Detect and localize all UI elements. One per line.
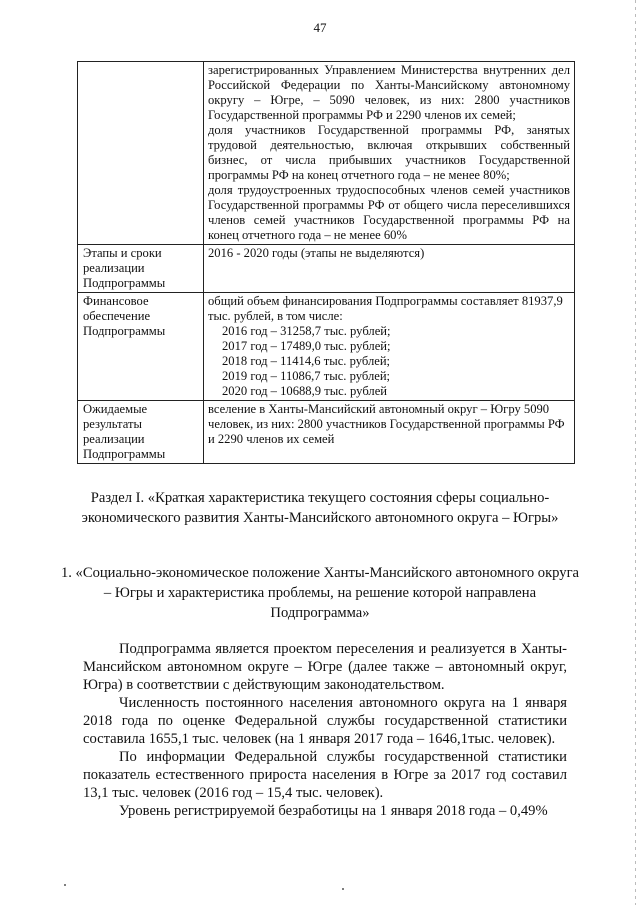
table-value-cell [204,62,575,245]
scan-speck [342,888,344,890]
stages-label: Этапы и сроки реализации Подпрограммы [78,245,204,293]
table-label-cell-empty [78,62,204,245]
finance-year-line: 2018 год – 11414,6 тыс. рублей; [222,354,391,368]
paragraph: Численность постоянного населения автономного округа на 1 января 2018 года по оценке Федеральной службы государственной статистики составила 1655,1 тыс. человек (на 1 января 2017 года – 1646,1тыс. человек). [83,695,567,747]
page-number: 47 [313,20,327,35]
indicator-line: доля участников Государственной программы РФ, занятых трудовой деятельностью, включая открывших собственный бизнес, от числа прибывших участников Государственной программы РФ на конец отчетного года – не менее 80%; [208,123,570,182]
table-row-results [78,401,575,464]
finance-year-line: 2020 год – 10688,9 тыс. рублей [222,384,388,398]
finance-year-line: 2016 год – 31258,7 тыс. рублей; [222,324,391,338]
results-label: Ожидаемые результаты реализации Подпрограммы [78,401,204,464]
finance-year-line: 2019 год – 11086,7 тыс. рублей; [222,369,391,383]
paragraph: По информации Федеральной службы государственной статистики показатель естественного прироста населения в Югре за 2017 год составил 13,1 тыс. человек (2016 год – 15,4 тыс. человек). [83,749,567,801]
subsection-title: 1. «Социально-экономическое положение Ханты-Мансийского автономного округа – Югры и характеристика проблемы, на решение которой направлена Подпрограмма» [60,565,580,621]
finance-intro: общий объем финансирования Подпрограммы составляет 81937,9 тыс. рублей, в том числе: [208,294,563,323]
scan-speck [64,884,66,886]
table-row-stages [78,245,575,293]
table-row-finance [78,293,575,401]
results-value: вселение в Ханты-Мансийский автономный округ – Югру 5090 человек, из них: 2800 участников Государственной программы РФ и 2290 членов их семей [204,401,575,464]
table-row-indicators-continued [78,62,575,245]
paragraph: Уровень регистрируемой безработицы на 1 января 2018 года – 0,49% [119,803,548,819]
body-text [83,640,567,820]
finance-cell [204,293,575,401]
finance-label: Финансовое обеспечение Подпрограммы [78,293,204,401]
paragraph: Подпрограмма является проектом переселения и реализуется в Ханты-Мансийском автономном округе – Югре (далее также – автономный округ, Югра) в соответствии с действующим законодательством. [83,641,567,693]
finance-year-line: 2017 год – 17489,0 тыс. рублей; [222,339,391,353]
section-title: Раздел I. «Краткая характеристика текущего состояния сферы социально-экономического развития Ханты-Мансийского автономного округа – Югры» [81,490,559,526]
scan-edge [635,0,636,905]
indicator-line: зарегистрированных Управлением Министерства внутренних дел Российской Федерации по Ханты-Мансийскому автономному округу – Югре, – 5090 человек, из них: 2800 участников Государственной программы РФ и 2290 членов их семей; [208,63,570,122]
stages-value: 2016 - 2020 годы (этапы не выделяются) [204,245,575,293]
passport-table [77,61,575,464]
indicator-line: доля трудоустроенных трудоспособных членов семей участников Государственной программы РФ от общего числа переселившихся членов семей участников Государственной программы РФ на конец отчетного года – не менее 60% [208,183,570,242]
